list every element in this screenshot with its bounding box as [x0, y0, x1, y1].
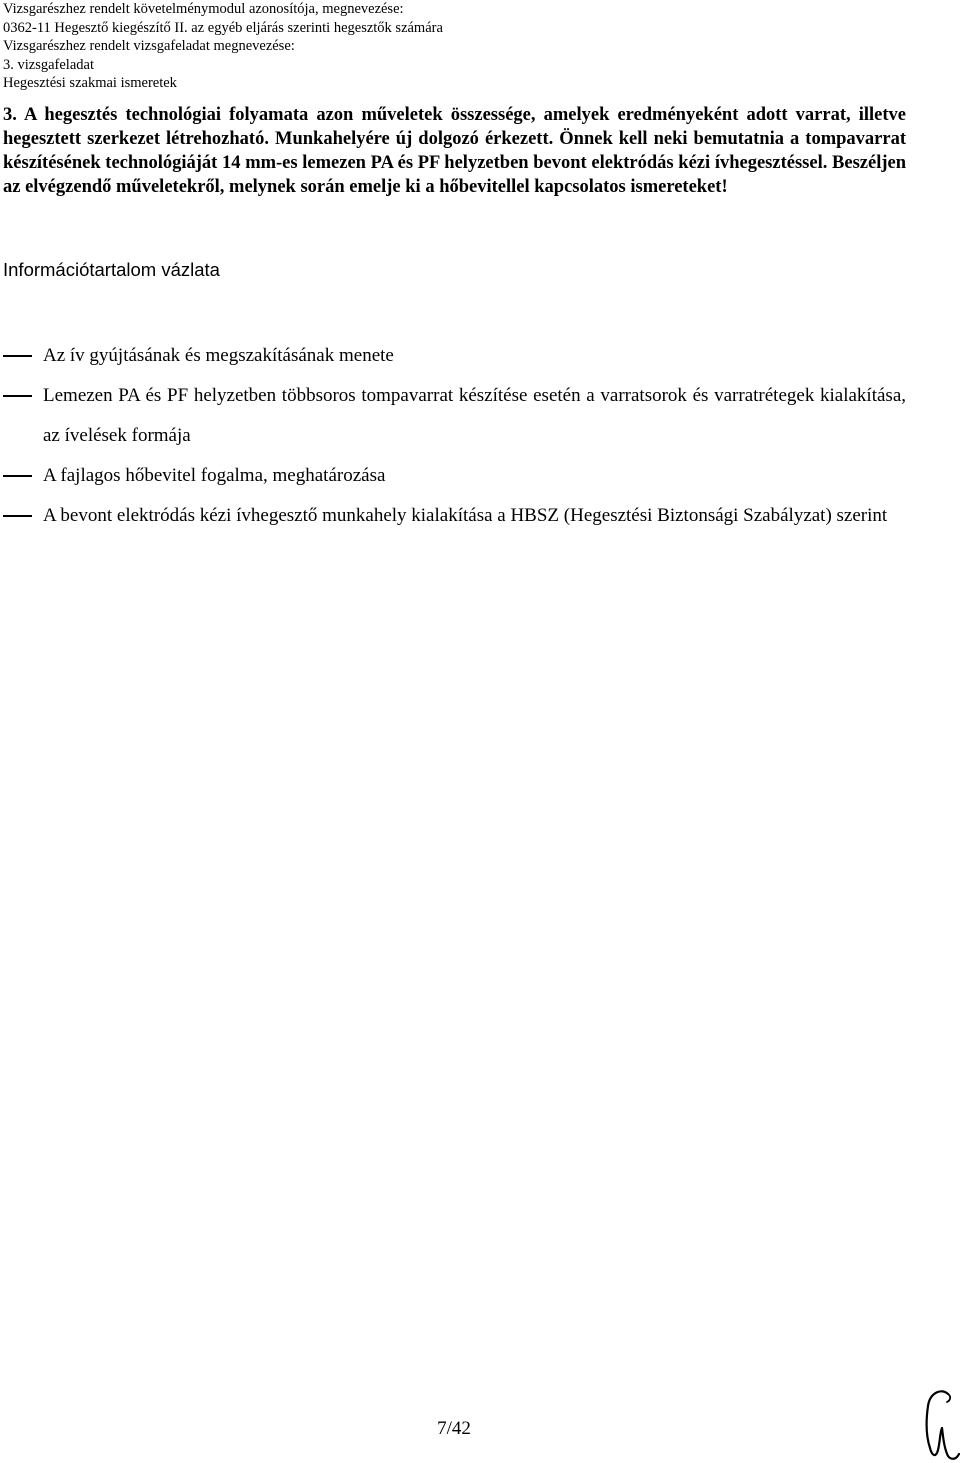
info-outline-list [3, 336, 906, 536]
dash-bullet-icon [3, 475, 32, 477]
list-item-text: A fajlagos hőbevitel fogalma, meghatározása [43, 465, 386, 486]
signature-icon [918, 1384, 960, 1463]
list-item [3, 496, 906, 536]
document-header [3, 0, 943, 93]
info-outline-heading: Információtartalom vázlata [3, 259, 220, 280]
header-task-name: Hegesztési szakmai ismeretek [3, 75, 177, 91]
header-module-name: 0362-11 Hegesztő kiegészítő II. az egyéb eljárás szerinti hegesztők számára [3, 19, 443, 36]
dash-bullet-icon [3, 395, 32, 397]
header-task-label: Vizsgarészhez rendelt vizsgafeladat megnevezése: [3, 38, 295, 54]
list-item [3, 456, 906, 496]
dash-bullet-icon [3, 355, 32, 357]
list-item-text: Lemezen PA és PF helyzetben többsoros tompavarrat készítése esetén a varratsorok és varratrétegek kialakítása, az ívelések formája [43, 385, 906, 446]
header-module-label: Vizsgarészhez rendelt követelménymodul azonosítója, megnevezése: [3, 1, 404, 17]
header-task-number: 3. vizsgafeladat [3, 56, 94, 73]
page-number: 7/42 [437, 1418, 471, 1439]
dash-bullet-icon [3, 515, 32, 517]
task-description: 3. A hegesztés technológiai folyamata azon műveletek összessége, amelyek eredményeként adott varrat, illetve hegesztett szerkezet létrehozható. Munkahelyére új dolgozó érkezett. Önnek kell neki bemutatnia a tompavarrat készítésének technológiáját 14 mm-es lemezen PA és PF helyzetben bevont elektródás kézi ívhegesztéssel. Beszéljen az elvégzendő műveletekről, melynek során emelje ki a hőbevitellel kapcsolatos ismereteket! [3, 105, 906, 197]
list-item [3, 336, 906, 376]
list-item [3, 376, 906, 456]
list-item-text: A bevont elektródás kézi ívhegesztő munkahely kialakítása a HBSZ (Hegesztési Biztonsági Szabályzat) szerint [43, 505, 888, 526]
list-item-text: Az ív gyújtásának és megszakításának menete [43, 345, 394, 366]
